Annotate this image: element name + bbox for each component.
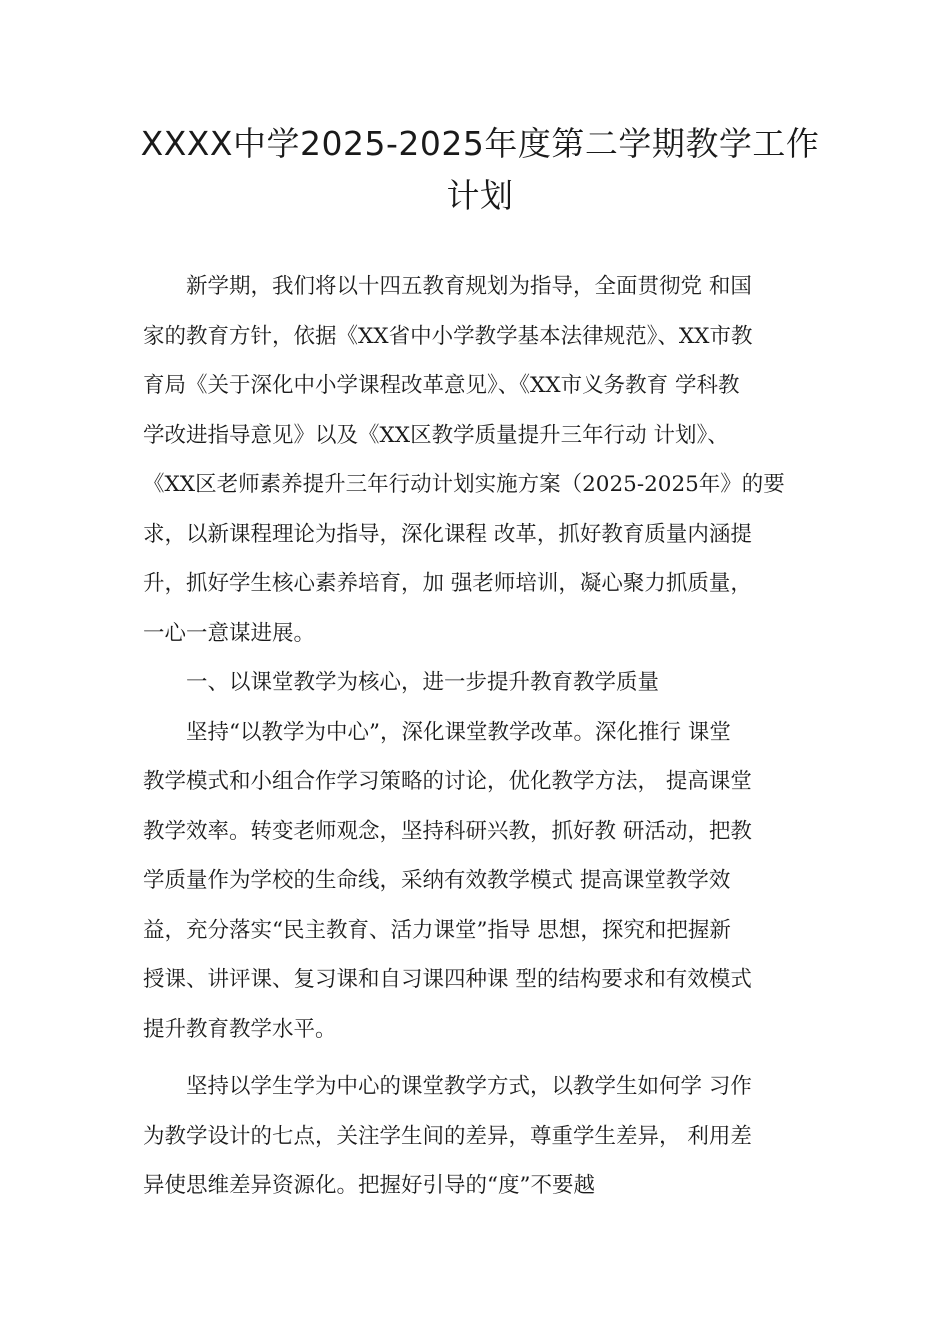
- document-title: [130, 118, 830, 222]
- paragraph-line: 为教学设计的七点，关注学生间的差异，尊重学生差异， 利用差: [143, 1123, 752, 1149]
- paragraph-line: 授课、讲评课、复习课和自习课四种课 型的结构要求和有效模式: [143, 967, 752, 992]
- document-body: [143, 262, 823, 1211]
- paragraph-line: 学改进指导意见》以及《XX区教学质量提升三年行动 计划》、: [143, 422, 729, 448]
- paragraph-line: 提升教育教学水平。: [143, 1016, 337, 1042]
- paragraph-line: 异使思维差异资源化。把握好引导的“度”不要越: [143, 1173, 595, 1198]
- paragraph-line: 升，抓好学生核心素养培育，加 强老师培训，凝心聚力抓质量，: [143, 571, 752, 596]
- paragraph-line: 教学模式和小组合作学习策略的讨论，优化教学方法， 提高课堂: [143, 769, 752, 794]
- body-paragraph: [143, 708, 823, 1055]
- paragraph-line: 坚持以学生学为中心的课堂教学方式，以教学生如何学 习作: [186, 1074, 752, 1099]
- paragraph-line: 学质量作为学校的生命线，采纳有效教学模式 提高课堂教学效: [143, 868, 731, 893]
- title-line-1: XXXX中学2025-2025年度第二学期教学工作: [140, 124, 820, 163]
- paragraph-line: 家的教育方针，依据《XX省中小学教学基本法律规范》、XX市教: [143, 323, 753, 349]
- body-paragraph: [143, 1062, 823, 1211]
- paragraph-line: 新学期，我们将以十四五教育规划为指导，全面贯彻党 和国: [186, 274, 752, 299]
- paragraph-line: 求，以新课程理论为指导，深化课程 改革，抓好教育质量内涵提: [143, 521, 752, 547]
- body-paragraph: [143, 262, 823, 658]
- paragraph-line: 一、以课堂教学为核心，进一步提升教育教学质量: [186, 670, 660, 695]
- title-line-2: 计划: [446, 176, 514, 215]
- paragraph-line: 育局《关于深化中小学课程改革意见》、《XX市义务教育 学科教: [143, 373, 740, 398]
- paragraph-line: 《XX区老师素养提升三年行动计划实施方案（2025-2025年》的要: [143, 472, 785, 497]
- section-heading: [143, 658, 823, 708]
- paragraph-line: 一心一意谋进展。: [143, 620, 316, 646]
- paragraph-line: 教学效率。转变老师观念，坚持科研兴教，抓好教 研活动，把教: [143, 818, 752, 844]
- paragraph-line: 坚持“以教学为中心”，深化课堂教学改革。深化推行 课堂: [186, 719, 731, 745]
- paragraph-line: 益，充分落实“民主教育、活力课堂”指导 思想，探究和把握新: [143, 917, 731, 943]
